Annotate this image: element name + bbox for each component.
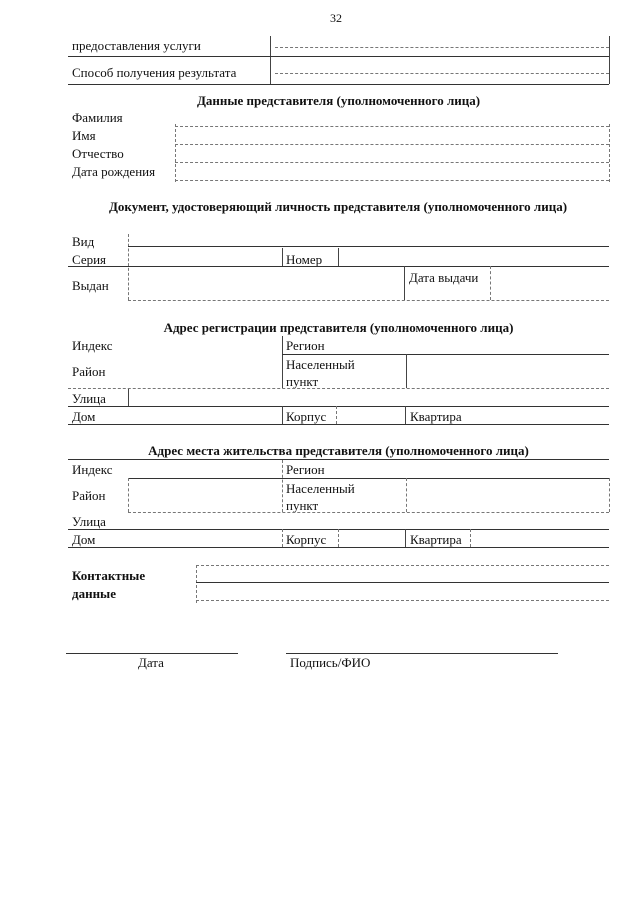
divider <box>336 406 337 424</box>
divider <box>282 460 283 512</box>
signature-label: Подпись/ФИО <box>290 655 371 670</box>
res-index-label: Индекс <box>72 462 113 477</box>
reg-building-field[interactable] <box>340 408 402 422</box>
divider <box>406 354 407 388</box>
issue-date-field[interactable] <box>494 272 606 286</box>
patronymic-label: Отчество <box>72 146 124 161</box>
res-region-label: Регион <box>286 462 325 477</box>
reg-house-label: Дом <box>72 409 96 424</box>
name-label: Имя <box>72 128 96 143</box>
divider <box>405 529 406 547</box>
field-line <box>196 600 609 601</box>
divider <box>282 248 283 266</box>
reg-street-label: Улица <box>72 391 106 406</box>
contacts-field-1[interactable] <box>200 567 606 581</box>
row-line <box>68 459 609 460</box>
doc-number-label: Номер <box>286 252 323 267</box>
divider <box>470 529 471 547</box>
divider <box>128 389 129 407</box>
row-line <box>68 266 609 267</box>
row-line <box>282 354 609 355</box>
doc-type-label: Вид <box>72 234 95 249</box>
row-line <box>68 547 609 548</box>
row-line <box>128 478 609 479</box>
doc-type-field[interactable] <box>132 232 606 246</box>
service-provision-field[interactable] <box>276 38 606 52</box>
res-apartment-field[interactable] <box>476 531 606 545</box>
reg-street-field[interactable] <box>132 391 606 405</box>
divider <box>338 529 339 547</box>
reg-index-label: Индекс <box>72 338 113 353</box>
result-method-label: Способ получения результата <box>72 65 237 80</box>
res-region-field[interactable] <box>410 462 606 476</box>
date-label: Дата <box>138 655 164 670</box>
divider <box>406 478 407 512</box>
field-line <box>128 512 609 513</box>
reg-settlement-field[interactable] <box>410 362 606 376</box>
birth-date-label: Дата рождения <box>72 164 156 179</box>
reg-apartment-field[interactable] <box>476 408 606 422</box>
residence-address-heading: Адрес места жительства представителя (уполномоченного лица) <box>148 443 529 458</box>
issued-by-label: Выдан <box>72 278 109 293</box>
name-field[interactable] <box>178 128 606 142</box>
divider <box>270 36 271 84</box>
divider <box>609 36 610 84</box>
divider <box>609 124 610 182</box>
res-district-label: Район <box>72 488 106 503</box>
field-line <box>196 565 609 566</box>
res-street-label: Улица <box>72 514 106 529</box>
divider <box>404 266 405 300</box>
contacts-label: Контактные данные <box>72 568 146 601</box>
issue-date-label: Дата выдачи <box>409 270 479 285</box>
row-line <box>68 406 609 407</box>
result-method-field[interactable] <box>276 64 606 78</box>
reg-building-label: Корпус <box>286 409 327 424</box>
reg-region-field[interactable] <box>410 338 606 352</box>
res-apartment-label: Квартира <box>410 532 462 547</box>
service-provision-label: предоставления услуги <box>72 38 201 53</box>
signature-field[interactable] <box>286 637 558 651</box>
date-field[interactable] <box>66 637 238 651</box>
res-index-field[interactable] <box>128 462 278 476</box>
reg-index-field[interactable] <box>128 338 278 352</box>
field-line <box>175 144 609 145</box>
row-line <box>196 582 609 583</box>
birth-date-field[interactable] <box>178 164 606 178</box>
surname-label: Фамилия <box>72 110 123 125</box>
divider <box>175 124 176 182</box>
field-line <box>68 388 609 389</box>
doc-series-label: Серия <box>72 252 107 267</box>
divider <box>282 336 283 388</box>
field-line <box>175 162 609 163</box>
surname-field[interactable] <box>178 110 606 124</box>
row-line <box>128 246 609 247</box>
issued-by-field[interactable] <box>132 272 400 286</box>
divider <box>282 406 283 424</box>
divider <box>128 234 129 300</box>
res-building-label: Корпус <box>286 532 327 547</box>
divider <box>490 266 491 300</box>
representative-heading: Данные представителя (уполномоченного лица) <box>196 93 481 108</box>
reg-apartment-label: Квартира <box>410 409 462 424</box>
divider <box>609 478 610 512</box>
date-signature-line <box>66 653 238 654</box>
signature-line <box>286 653 558 654</box>
contacts-field-2[interactable] <box>200 585 606 599</box>
reg-settlement-label: Населенный пункт <box>286 357 355 389</box>
res-street-field[interactable] <box>132 514 606 528</box>
divider <box>338 248 339 266</box>
page-number: 32 <box>330 11 342 25</box>
divider <box>405 406 406 424</box>
reg-region-label: Регион <box>286 338 325 353</box>
res-building-field[interactable] <box>342 531 402 545</box>
row-line <box>68 56 609 57</box>
divider <box>196 565 197 603</box>
id-document-heading: Документ, удостоверяющий личность представителя (уполномоченного лица) <box>108 199 568 214</box>
res-settlement-field[interactable] <box>410 486 606 500</box>
field-line <box>175 126 609 127</box>
res-settlement-label: Населенный пункт <box>286 481 355 513</box>
field-line <box>175 180 609 181</box>
reg-house-field[interactable] <box>128 408 278 422</box>
reg-district-label: Район <box>72 364 106 379</box>
field-line <box>128 300 609 301</box>
doc-series-field[interactable] <box>132 251 280 265</box>
row-line <box>68 424 609 425</box>
doc-number-field[interactable] <box>342 251 606 265</box>
reg-district-field[interactable] <box>128 362 278 376</box>
row-line <box>68 84 609 85</box>
divider <box>128 478 129 512</box>
res-district-field[interactable] <box>132 486 278 500</box>
registration-address-heading: Адрес регистрации представителя (уполномоченного лица) <box>163 320 514 335</box>
res-house-label: Дом <box>72 532 96 547</box>
divider <box>282 529 283 547</box>
res-house-field[interactable] <box>128 531 278 545</box>
patronymic-field[interactable] <box>178 146 606 160</box>
